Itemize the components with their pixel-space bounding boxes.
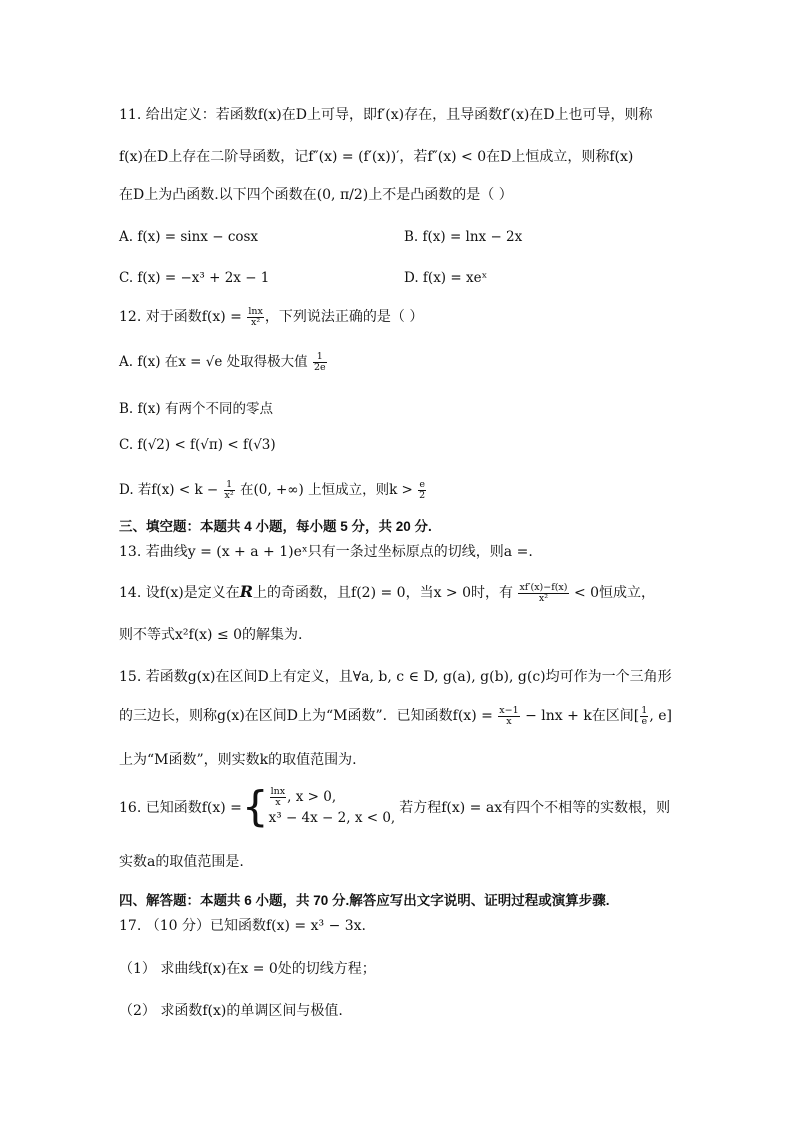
q12-option-d — [119, 478, 427, 501]
q16-line1 — [119, 782, 684, 831]
q11-line1: 11. 给出定义：若函数f(x)在D上可导，即f′(x)存在，且导函数f′(x)在D上也可导，则称 — [119, 107, 653, 123]
q12-frac-num: lnx — [248, 305, 263, 317]
q15-line2-b: − lnx + k在区间[ — [520, 708, 640, 724]
q15-num2: 1 — [641, 704, 648, 716]
q15-fraction2 — [640, 706, 648, 727]
q12-option-d-b: 在(0, +∞) 上恒成立，则k > — [235, 482, 413, 498]
q14-line2: 则不等式x²f(x) ≤ 0的解集为. — [119, 627, 303, 643]
q14-c: < 0恒成立， — [569, 585, 656, 601]
q12-option-c: C. f(√2) < f(√π) < f(√3) — [119, 437, 276, 453]
q16-cases — [269, 787, 396, 828]
q11-line3 — [119, 184, 684, 204]
q14-b: 上的奇函数，且f(2) = 0，当x > 0时，有 — [253, 585, 513, 601]
q12-fraction — [247, 307, 264, 328]
q12-option-a-frac — [313, 352, 327, 373]
q16-brace: { — [241, 782, 269, 831]
q16-case1 — [269, 787, 396, 808]
q15-line1: 15. 若函数g(x)在区间D上有定义，且∀a, b, c ∈ D, g(a), g(b), g(c)均可作为一个三角形 — [119, 669, 672, 685]
q12-option-b: B. f(x) 有两个不同的零点 — [119, 401, 273, 417]
q11-interval: (0, π/2) — [316, 187, 369, 203]
q11-option-d: D. f(x) = xeˣ — [404, 270, 488, 286]
q11-line3-b: 上不是凸函数的是（ ） — [368, 187, 513, 203]
q16-case1-cond: , x > 0, — [287, 788, 337, 805]
section-3-heading: 三、填空题：本题共 4 小题，每小题 5 分，共 20 分. — [119, 519, 432, 534]
q16-case1-den: x — [275, 796, 281, 808]
q16-case1-num: lnx — [270, 785, 286, 797]
q12-option-a-text: A. f(x) 在x = √e 处取得极大值 — [119, 354, 308, 370]
q14-num: xf′(x)−f(x) — [519, 581, 568, 593]
q12-option-d-a: D. 若f(x) < k − — [119, 482, 219, 498]
q11-line3-a: 在D上为凸函数.以下四个函数在 — [119, 187, 317, 203]
q15-den2: e — [641, 715, 648, 727]
q12-option-d-den: x² — [224, 490, 234, 501]
q14-fraction — [518, 583, 568, 604]
q11-option-b: B. f(x) = lnx − 2x — [404, 229, 523, 245]
q16-case1-frac — [270, 787, 287, 808]
q12-option-d-num: 1 — [224, 480, 235, 491]
section-4-heading: 四、解答题：本题共 6 小题，共 70 分.解答应写出文字说明、证明过程或演算步骤. — [119, 893, 610, 908]
q16-a: 16. 已知函数f(x) = — [119, 800, 242, 816]
q15-line3: 上为“M函数”，则实数k的取值范围为. — [119, 752, 357, 768]
q13: 13. 若曲线y = (x + a + 1)eˣ只有一条过坐标原点的切线，则a =. — [119, 544, 533, 560]
q12-option-d-den2: 2 — [419, 490, 426, 501]
q14-den: x² — [538, 592, 549, 604]
q11-line2: f(x)在D上存在二阶导函数，记f″(x) = (f′(x))′，若f″(x) < 0在D上恒成立，则称f(x) — [119, 149, 634, 165]
q14-a: 14. 设f(x)是定义在 — [119, 585, 240, 601]
q12-stem-a: 12. 对于函数f(x) = — [119, 309, 242, 325]
q12-frac-den: x² — [251, 316, 261, 328]
q12-option-d-frac2 — [418, 480, 426, 501]
q12-option-a-num: 1 — [313, 352, 327, 363]
q12-option-d-num2: e — [419, 479, 425, 490]
q16-case2: x³ − 4x − 2, x < 0, — [268, 809, 396, 826]
q15-fraction — [498, 706, 519, 727]
q12-option-a — [119, 350, 328, 373]
q17-part1: （1） 求曲线f(x)在x = 0处的切线方程； — [119, 961, 376, 977]
q12-option-a-den: 2e — [313, 362, 326, 373]
q12-stem — [119, 306, 684, 328]
q14-line1 — [119, 582, 684, 604]
q12-option-d-frac — [224, 480, 235, 501]
q16-line2: 实数a的取值范围是. — [119, 854, 244, 870]
q15-den: x — [506, 715, 512, 727]
q17-part2: （2） 求函数f(x)的单调区间与极值. — [119, 1003, 343, 1019]
q12-stem-b: ，下列说法正确的是（ ） — [264, 309, 424, 325]
q14-real-set: R — [239, 582, 254, 601]
q15-line2-a: 的三边长，则称g(x)在区间D上为“M函数”．已知函数f(x) = — [119, 708, 493, 724]
q15-num: x−1 — [499, 704, 519, 716]
q15-line2 — [119, 705, 684, 727]
q17-stem: 17. （10 分）已知函数f(x) = x³ − 3x. — [119, 918, 367, 934]
q11-option-c: C. f(x) = −x³ + 2x − 1 — [119, 270, 270, 286]
q16-b: 若方程f(x) = ax有四个不相等的实数根，则 — [399, 800, 671, 816]
q15-line2-c: , e] — [649, 708, 672, 724]
q11-option-a: A. f(x) = sinx − cosx — [119, 229, 259, 245]
